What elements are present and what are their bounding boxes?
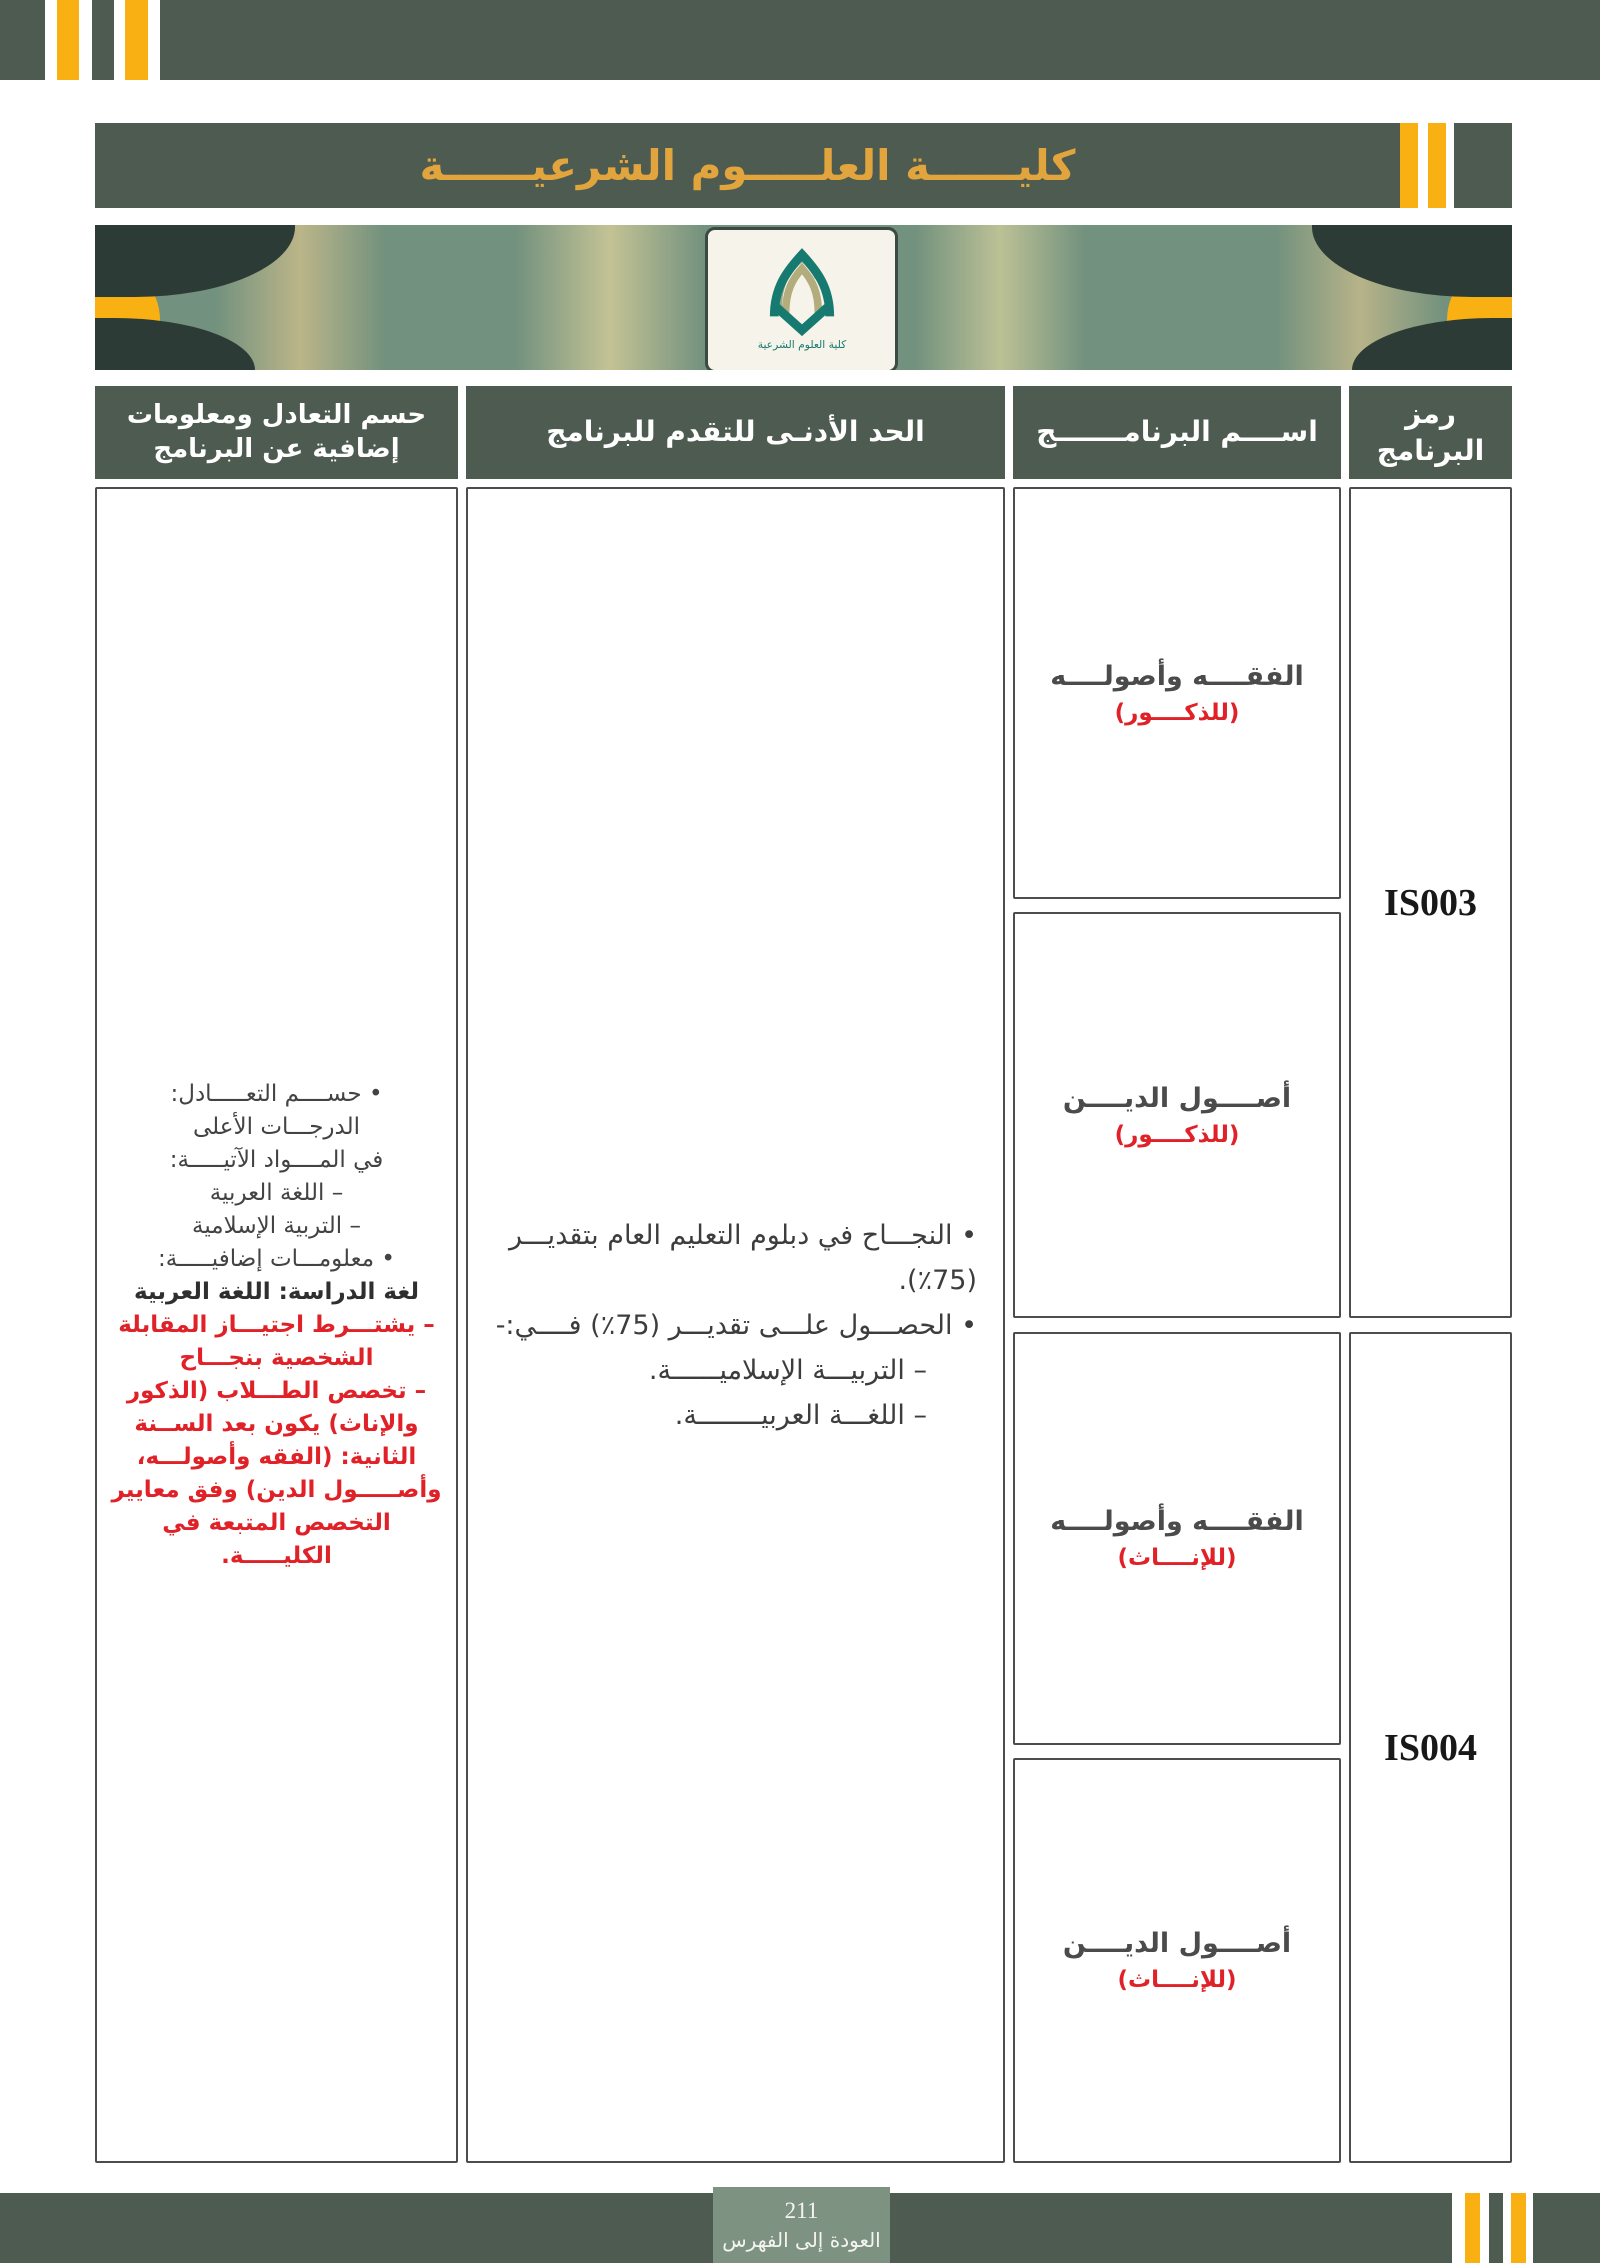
decor-gap [148,0,160,80]
banner-band [515,225,705,370]
info-line: • حســــم التعـــــادل: [170,1080,383,1107]
info-red-line: الكليـــــة. [221,1542,332,1569]
program-name: أصــــول الديــــن [1062,1928,1292,1959]
program-code: IS003 [1384,881,1477,924]
program-name-cell [1013,1758,1341,2163]
info-line: – اللغة العربية [209,1179,344,1206]
decor-block [160,0,1600,80]
tiebreak-info-text [97,1078,456,1573]
info-red-line: التخصص المتبعة في [162,1509,391,1536]
back-to-index-tab[interactable] [713,2187,890,2263]
decor-gap [114,0,125,80]
minimum-requirements-cell [466,487,1005,2163]
requirement-item: • الحصـــول علـــى تقديـــر (75٪) فــــي:- [495,1309,977,1341]
banner-band [915,225,1085,370]
program-name-cell [1013,912,1341,1318]
info-red-line: – تخصص الطـــلاب (الذكور [126,1377,427,1404]
decor-gap [1526,2193,1533,2263]
program-gender: (للذكــــور) [1114,1121,1240,1148]
minimum-requirements-list [468,1213,1003,1438]
program-name: الفقــــه وأصولــــه [1050,1506,1304,1537]
decor-gap [79,0,92,80]
footer-decor-strip [1452,2193,1600,2263]
column-header-tiebreak-info: حسم التعادل ومعلومات إضافية عن البرنامج [95,386,458,479]
info-line: – التربية الإسلامية [192,1212,361,1239]
header-gold-bar [1400,123,1418,208]
banner [95,225,1512,370]
info-red-line: – يشتـــرط اجتيـــاز المقابلة [118,1311,435,1338]
info-line: في المــــواد الآتيـــــة: [169,1146,384,1173]
decor-gap [1503,2193,1511,2263]
decor-gold-bar [125,0,148,80]
decor-green-bar [92,0,114,80]
page-number: 211 [784,2198,819,2223]
column-header-program-code: رمز البرنامج [1349,386,1512,479]
program-gender: (للذكــــور) [1114,699,1240,726]
info-red-line: وأصـــــول الدين) وفق معايير [111,1476,442,1503]
study-language-line: لغة الدراسة: اللغة العربية [134,1278,419,1305]
header-gold-bar [1428,123,1446,208]
decor-block [1533,2193,1600,2263]
college-logo-icon [737,237,867,363]
requirement-subitem: – اللغـــة العربيــــــــة. [674,1399,927,1431]
decor-gold-bar [1511,2193,1526,2263]
program-name: الفقــــه وأصولــــه [1050,660,1304,692]
top-decor-strip [0,0,1600,80]
requirement-item: • النجـــاح في دبلوم التعليم العام بتقديـــر (75٪). [509,1219,977,1296]
program-name-cell [1013,487,1341,899]
column-header-program-name: اســــم البرنامـــــــج [1013,386,1341,479]
program-code-cell [1349,1332,1512,2163]
column-header-minimum-requirements: الحد الأدنـى للتقدم للبرنامج [466,386,1005,479]
header-green-block [1454,123,1512,208]
decor-gap [45,0,57,80]
info-line: الدرجـــات الأعلى [193,1113,360,1140]
decor-gold-bar [57,0,79,80]
college-title-bar [95,123,1400,208]
decor-gap [1452,2193,1465,2263]
page-title: كليــــــة العلـــــوم الشرعيــــــة [419,141,1076,190]
program-gender: (للإنــــاث) [1117,1967,1237,1993]
tiebreak-info-cell [95,487,458,2163]
program-code: IS004 [1384,1726,1477,1769]
program-code-cell [1349,487,1512,1318]
decor-block [0,0,45,80]
decor-gap [1480,2193,1489,2263]
program-name-cell [1013,1332,1341,1745]
program-name: أصــــول الديــــن [1062,1082,1292,1114]
info-red-line: الشخصية بنجـــاح [179,1344,374,1371]
back-to-index-label[interactable]: العودة إلى الفهرس [722,2228,881,2252]
college-logo-card [705,227,898,370]
info-line: • معلومـــات إضافيـــــة: [158,1245,395,1272]
program-gender: (للإنــــاث) [1117,1545,1237,1571]
info-red-line: الثانية: (الفقه وأصولـــه، [136,1443,417,1470]
decor-gold-bar [1465,2193,1480,2263]
info-red-line: والإناث) يكون بعد الســنة [134,1410,419,1437]
requirement-subitem: – التربيـــة الإسلاميــــــة. [648,1354,927,1386]
decor-green-bar [1489,2193,1503,2263]
logo-calligraphy: كلية العلوم الشرعية [757,337,846,351]
